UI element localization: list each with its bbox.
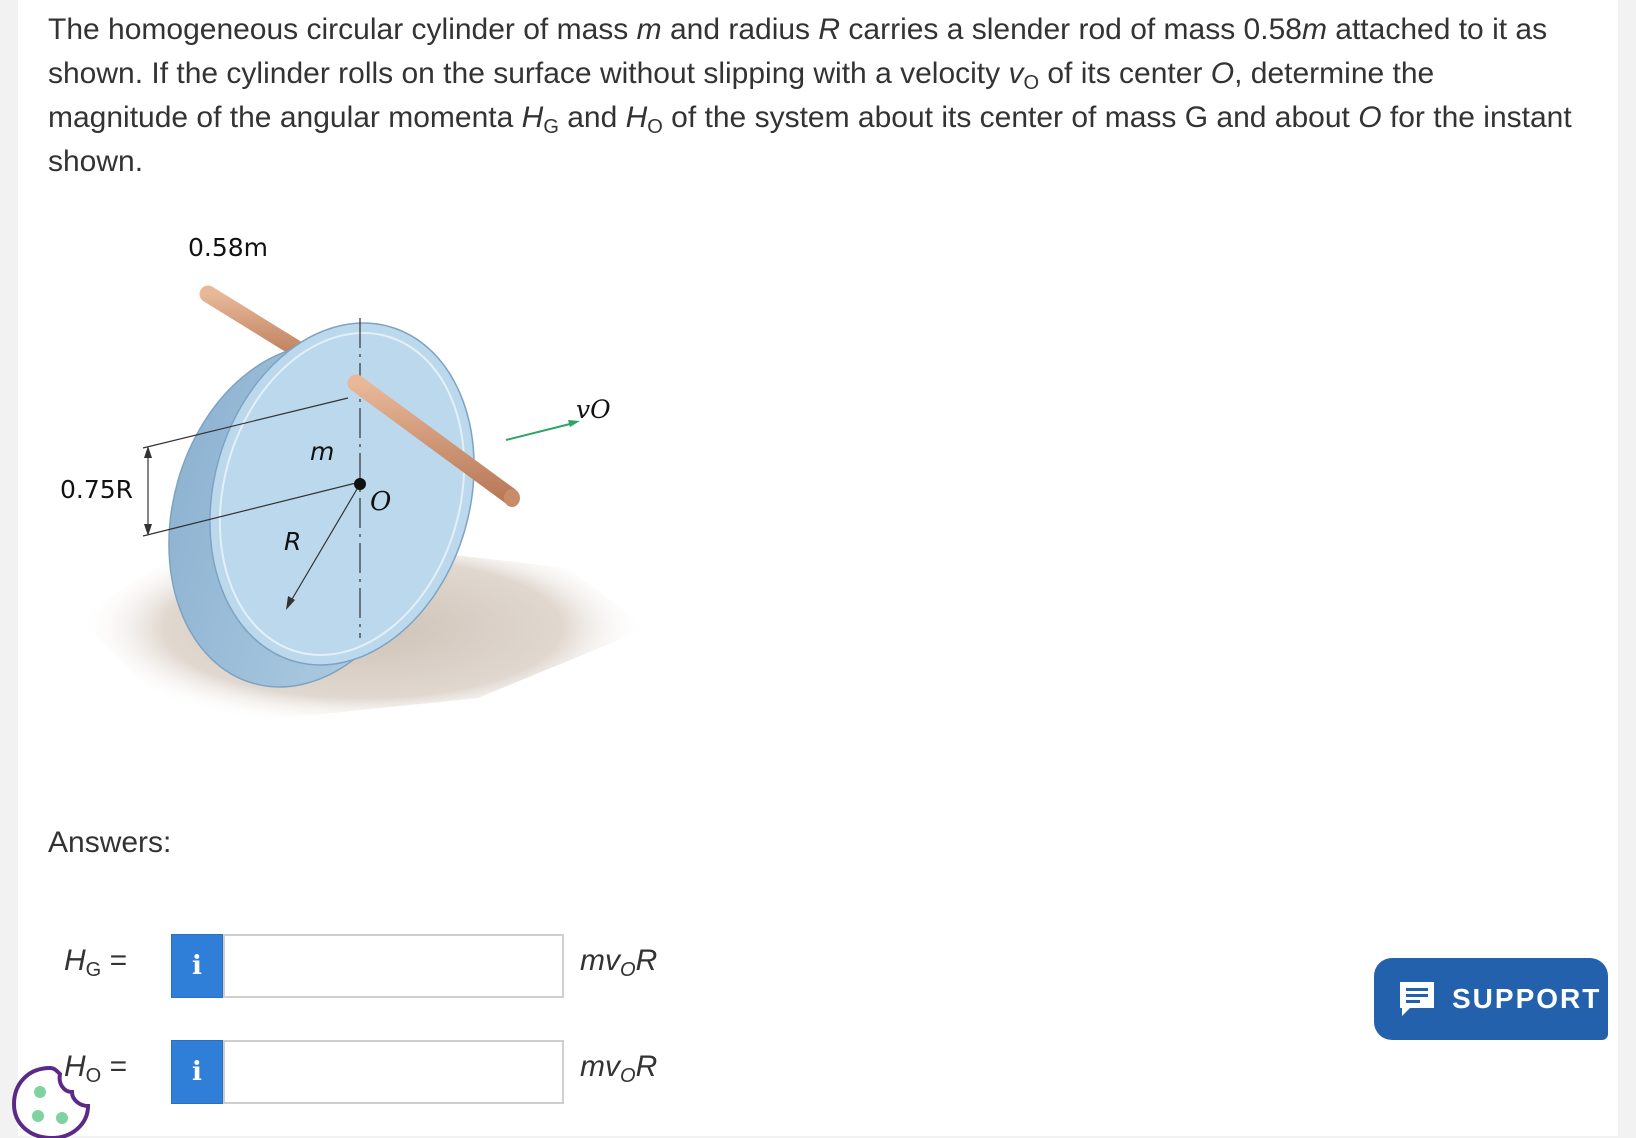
support-button[interactable] [1374,958,1608,1040]
ho-info-button[interactable]: i [171,1040,223,1104]
ho-answer-input[interactable] [223,1040,564,1104]
velocity-arrow [506,423,574,440]
hg-label: $H_G$ = [64,944,128,981]
hg-units: $mv_OR$ [580,944,658,981]
center-label: O [370,487,392,517]
problem-statement: The homogeneous circular cylinder of mass m and radius R carries a slender rod of mass 0.58m attached to it as shown. If the cylinder rolls on the surface without slipping with a velocity $v_O$ of its center O, determine the magnitude of the angular momenta $H_G$ and $H_O$ of the system about its center of mass G and about O for the instant shown. [48,13,1572,178]
cylinder-rod-figure [48,228,648,768]
ho-label: $H_O$ = [64,1050,128,1087]
cookie-icon[interactable] [8,1062,92,1138]
radius-label: R [284,527,302,556]
mass-label: m [310,437,335,466]
hg-info-button[interactable]: i [171,934,223,998]
velocity-label: vO [576,395,611,424]
ho-units: $mv_OR$ [580,1050,658,1087]
chat-icon [1396,978,1438,1020]
rod-end-cap [504,489,520,507]
rod-mass-label: 0.58m [188,233,269,262]
hg-answer-input[interactable] [223,934,564,998]
offset-label: 0.75R [60,475,134,504]
answers-heading: Answers: [48,826,172,859]
center-point-O [354,478,366,490]
support-label: SUPPORT [1452,983,1602,1014]
